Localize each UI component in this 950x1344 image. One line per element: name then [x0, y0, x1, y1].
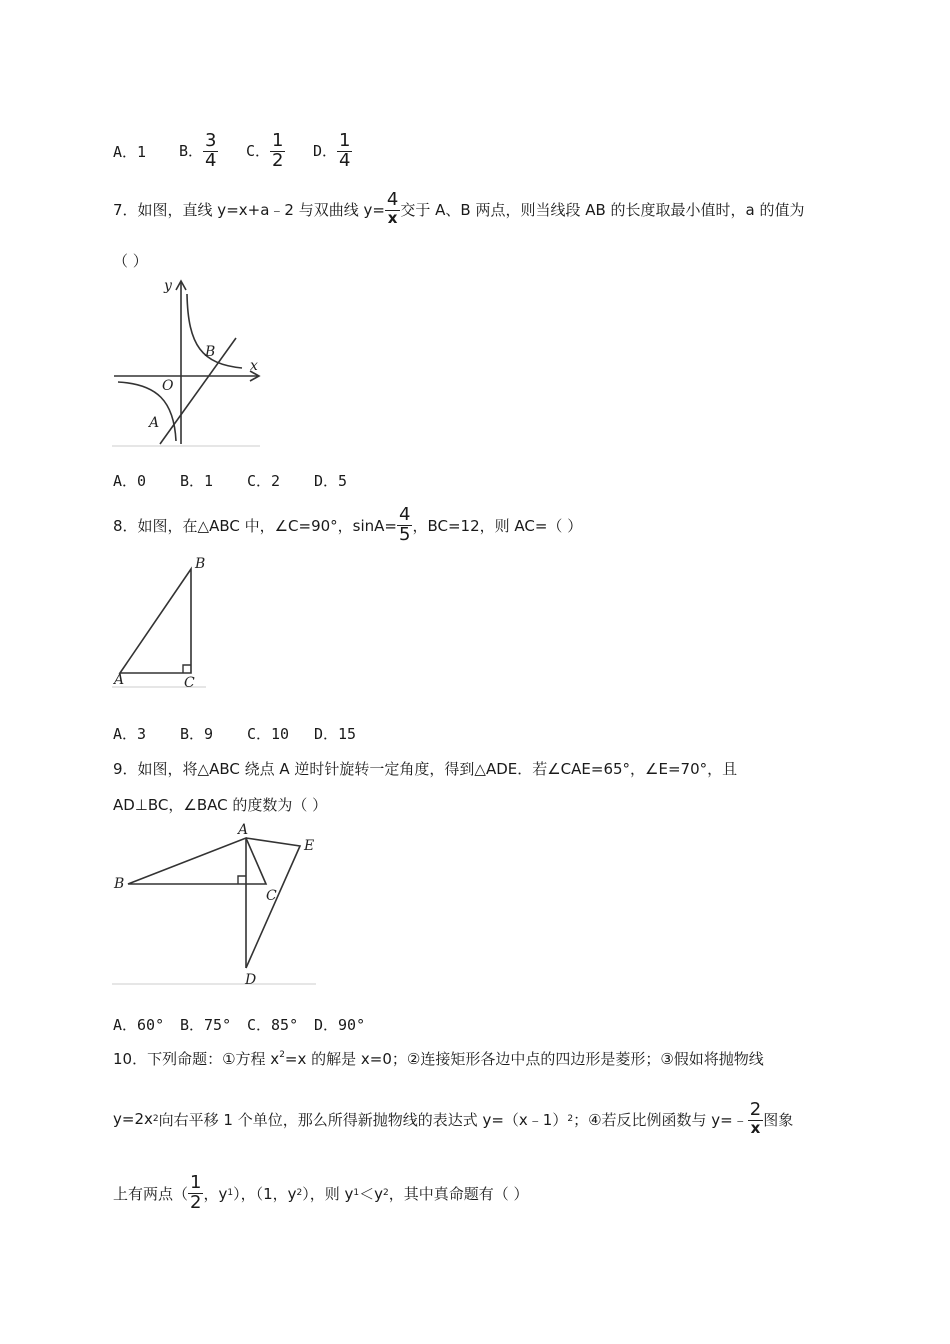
q7-option-a: A．0 — [113, 472, 147, 490]
q9-label-c: C — [266, 888, 277, 904]
q9-label-d: D — [245, 972, 257, 988]
q6-option-c-fraction: $\frac{1}{2}$ — [272, 129, 284, 171]
q6-options — [113, 128, 352, 174]
q7-label-y: y — [164, 278, 172, 294]
q8-label-a: A — [114, 672, 125, 688]
q9-label-e: E — [304, 838, 315, 854]
q7-option-c: C．2 — [247, 472, 281, 490]
q6-option-d-fraction: $\frac{1}{4}$ — [339, 129, 351, 171]
q7-label-a: A — [149, 415, 160, 431]
q6-option-c: C． $\frac{1}{2}$ — [246, 129, 284, 171]
q9-label-a: A — [238, 822, 249, 838]
q9-option-a: A．60° — [113, 1016, 165, 1034]
q8-fraction: $\frac{4}{5}$ — [399, 503, 411, 545]
q7-label-o: O — [162, 378, 174, 394]
q7-label-x: x — [250, 358, 258, 374]
q9-label-b: B — [114, 876, 125, 892]
q8-stem: 8．如图，在△ABC 中，∠C=90°，sinA= $\frac{4}{5}$ ，BC=12，则 AC=（ ） — [113, 503, 583, 545]
q10-stem-line3: 上有两点（ $\frac{1}{2}$ ，y 1 ），（1，y 2 ），则 y 1 ＜y 2 ，其中真命题有（ ） — [113, 1171, 529, 1213]
q9-stem-line2: AD⊥BC，∠BAC 的度数为（ ） — [113, 796, 328, 814]
q8-option-a: A．3 — [113, 725, 147, 743]
q9-option-d: D．90° — [314, 1016, 366, 1034]
q7-option-b: B．1 — [180, 472, 214, 490]
q7-figure — [112, 276, 262, 448]
q6-option-d: D． $\frac{1}{4}$ — [313, 129, 351, 171]
q7-answer-paren: （ ） — [113, 252, 148, 270]
q7-stem: 7．如图，直线 y=x+a﹣2 与双曲线 y= $\frac{4}{x}$ 交于 A、B 两点，则当线段 AB 的长度取最小值时，a 的值为 — [113, 189, 805, 228]
q10-fraction-1-over-2: $\frac{1}{2}$ — [190, 1171, 202, 1213]
q7-fraction: $\frac{4}{x}$ — [386, 189, 399, 228]
q9-options — [113, 1014, 365, 1035]
q10-stem-line1: 10．下列命题：①方程 $x^2=x$ 的解是 x=0；②连接矩形各边中点的四边形是菱形；③假如将抛物线 — [113, 1050, 764, 1068]
q7-options — [113, 470, 347, 491]
q8-label-c: C — [184, 675, 195, 690]
q8-label-b: B — [195, 556, 206, 572]
q6-option-b: B． $\frac{3}{4}$ — [179, 129, 217, 171]
q8-options — [113, 723, 356, 744]
q9-stem-line1: 9．如图，将△ABC 绕点 A 逆时针旋转一定角度，得到△ADE．若∠CAE=65°，∠E=70°，且 — [113, 760, 738, 778]
q9-option-c: C．85° — [247, 1016, 299, 1034]
q8-figure — [112, 556, 208, 690]
q6-option-b-fraction: $\frac{3}{4}$ — [205, 129, 217, 171]
q7-label-b: B — [205, 344, 216, 360]
q8-option-d: D．15 — [314, 725, 357, 743]
q6-option-a: A．1 — [113, 142, 147, 161]
q7-option-d: D．5 — [314, 472, 348, 490]
q8-option-c: C．10 — [247, 725, 290, 743]
q9-option-b: B．75° — [180, 1016, 232, 1034]
q10-fraction-2-over-x: $\frac{2}{x}$ — [749, 1099, 762, 1138]
q8-option-b: B．9 — [180, 725, 214, 743]
q9-figure — [112, 820, 318, 988]
q10-stem-line2: y=2x 2 向右平移 1 个单位，那么所得新抛物线的表达式 y=（x﹣1） 2 ；④若反比例函数与 y=﹣ $\frac{2}{x}$ 图象 — [113, 1099, 794, 1138]
